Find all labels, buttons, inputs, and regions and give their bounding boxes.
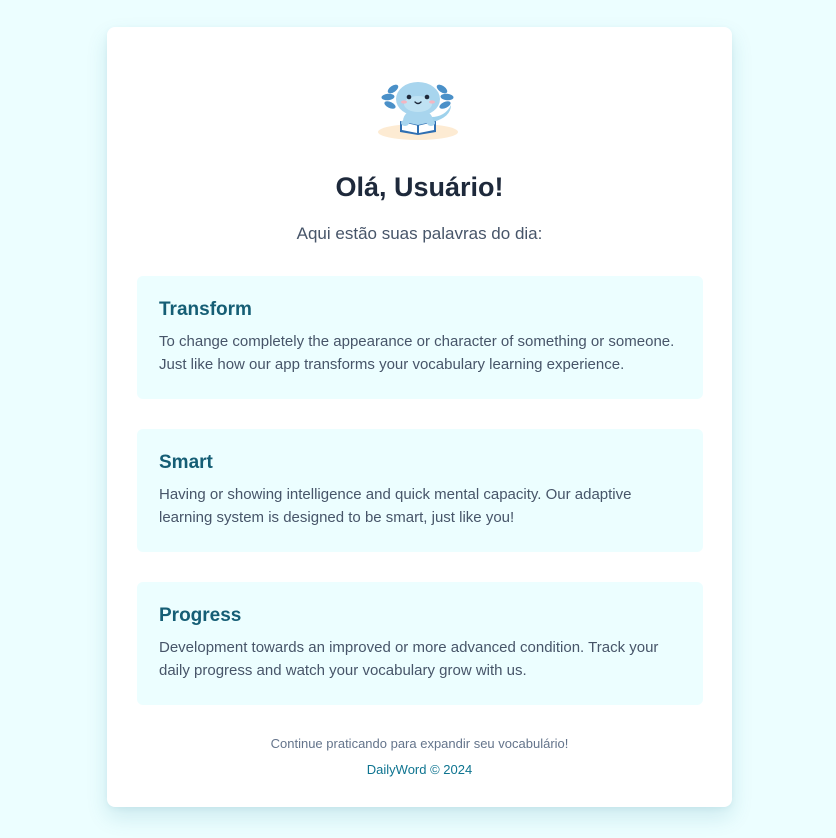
word-card-smart bbox=[137, 429, 703, 552]
footer-brand-link[interactable]: DailyWord © 2024 bbox=[366, 762, 473, 777]
word-list bbox=[137, 276, 703, 735]
footer-note: Continue praticando para expandir seu vocabulário! bbox=[270, 736, 569, 751]
word-definition: Development towards an improved or more advanced condition. Track your daily progress and watch your vocabulary grow with us. bbox=[159, 639, 659, 679]
axolotl-reading-book-icon bbox=[375, 77, 461, 143]
word-definition: To change completely the appearance or character of something or someone. Just like how our app transforms your vocabulary learning experience. bbox=[159, 333, 675, 373]
word-definition: Having or showing intelligence and quick mental capacity. Our adaptive learning system is designed to be smart, just like you! bbox=[159, 486, 632, 526]
intro-text: Aqui estão suas palavras do dia: bbox=[296, 224, 543, 243]
word-card-transform bbox=[137, 276, 703, 399]
word-title: Smart bbox=[159, 452, 213, 473]
word-title: Progress bbox=[159, 605, 242, 626]
word-card-progress bbox=[137, 582, 703, 705]
greeting-heading: Olá, Usuário! bbox=[335, 172, 504, 202]
word-title: Transform bbox=[159, 299, 252, 320]
email-card bbox=[107, 27, 732, 807]
